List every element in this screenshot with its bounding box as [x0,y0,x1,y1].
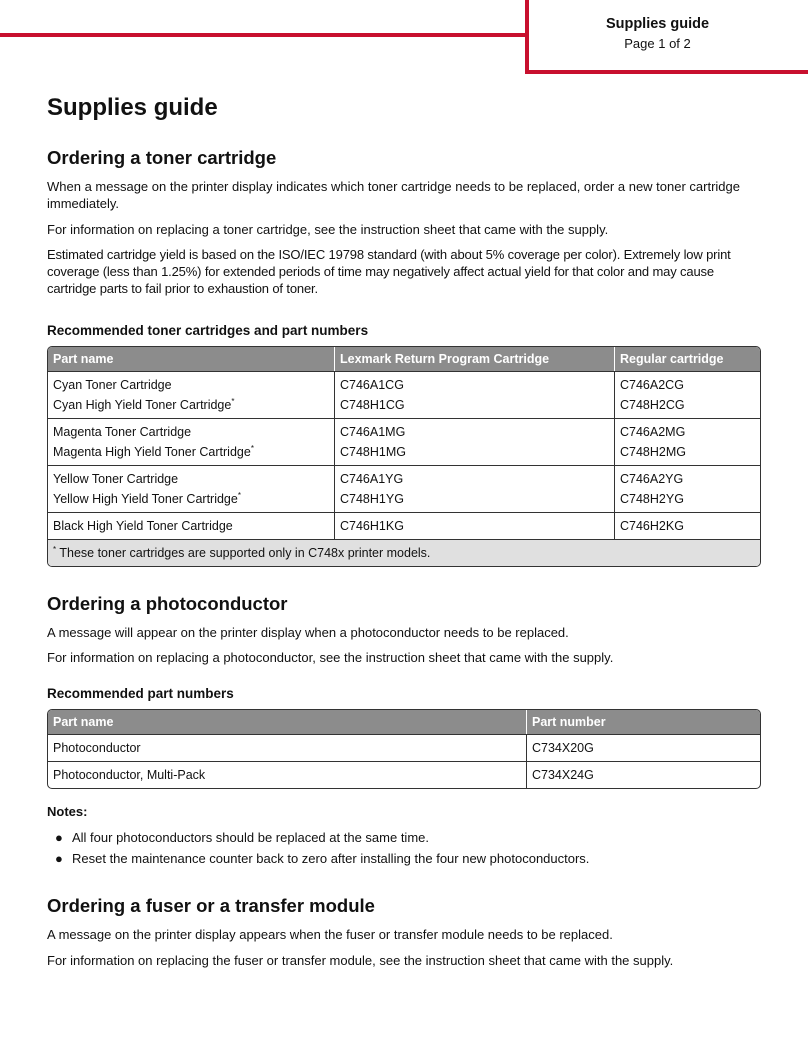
toner-paragraph-3: Estimated cartridge yield is based on the ISO/IEC 19798 standard (with about 5% coverage per color). Extremely low print coverage (less than 1.25%) for extended periods of time may negatively affect actual yield for that color and may cause cartridge parts to fail prior to exhaustion of toner. [47,246,731,297]
header-rule-bottom [525,70,808,74]
table-cell: Cyan Toner Cartridge Cyan High Yield Toner Cartridge* [48,371,335,418]
notes-label: Notes: [47,804,88,820]
table-header-row [48,710,760,734]
column-header: Regular cartridge [615,347,760,371]
toner-heading: Ordering a toner cartridge [47,147,277,168]
table-cell: C734X20G [527,734,760,761]
list-item: ● All four photoconductors should be replaced at the same time. [72,827,762,848]
table-row [48,371,760,418]
table-cell: C746A1YG C748H1YG [335,465,615,512]
table-row [48,418,760,465]
column-header: Part number [527,710,760,734]
table-row [48,465,760,512]
fuser-paragraph-1: A message on the printer display appears when the fuser or transfer module needs to be replaced. [47,927,613,943]
toner-paragraph-2: For information on replacing a toner cartridge, see the instruction sheet that came with the supply. [47,221,609,237]
table-cell: C746A1CG C748H1CG [335,371,615,418]
page-header [560,15,755,53]
header-title: Supplies guide [605,16,710,32]
page-title: Supplies guide [47,94,218,121]
table-cell: Photoconductor, Multi-Pack [48,761,527,788]
fuser-paragraph-2: For information on replacing the fuser or transfer module, see the instruction sheet that came with the supply. [47,952,674,968]
table-cell: Magenta Toner Cartridge Magenta High Yield Toner Cartridge* [48,418,335,465]
bullet-icon: ● [55,830,63,846]
table-row [48,761,760,788]
table-cell: C746A2YG C748H2YG [615,465,760,512]
toner-table [47,346,761,567]
notes-list [47,827,762,869]
table-footnote: * These toner cartridges are supported only in C748x printer models. [48,539,760,566]
table-row [48,734,760,761]
photoconductor-table-title: Recommended part numbers [47,686,234,702]
table-cell: C746A2CG C748H2CG [615,371,760,418]
table-cell: Black High Yield Toner Cartridge [48,512,335,539]
bullet-icon: ● [55,851,63,867]
table-cell: C746A1MG C748H1MG [335,418,615,465]
header-rule-vertical [525,0,529,74]
table-cell: C746A2MG C748H2MG [615,418,760,465]
photoconductor-paragraph-1: A message will appear on the printer display when a photoconductor needs to be replaced. [47,624,569,640]
list-item: ● Reset the maintenance counter back to zero after installing the four new photoconductors. [72,848,762,869]
table-cell: Photoconductor [48,734,527,761]
toner-paragraph-1: When a message on the printer display indicates which toner cartridge needs to be replaced, order a new toner cartridge immediately. [47,179,740,212]
photoconductor-table [47,709,761,789]
column-header: Part name [48,347,335,371]
column-header: Lexmark Return Program Cartridge [335,347,615,371]
table-header-row [48,347,760,371]
table-cell: C746H2KG [615,512,760,539]
fuser-heading: Ordering a fuser or a transfer module [47,895,375,917]
photoconductor-paragraph-2: For information on replacing a photoconductor, see the instruction sheet that came with the supply. [47,650,614,666]
document-body [47,93,762,977]
header-page-number: Page 1 of 2 [624,36,691,51]
table-cell: C734X24G [527,761,760,788]
column-header: Part name [48,710,527,734]
header-rule [0,33,526,37]
toner-table-title: Recommended toner cartridges and part numbers [47,322,369,338]
photoconductor-heading: Ordering a photoconductor [47,592,288,614]
table-cell: C746H1KG [335,512,615,539]
table-row [48,512,760,539]
table-footnote-row [48,539,760,566]
table-cell: Yellow Toner Cartridge Yellow High Yield Toner Cartridge* [48,465,335,512]
